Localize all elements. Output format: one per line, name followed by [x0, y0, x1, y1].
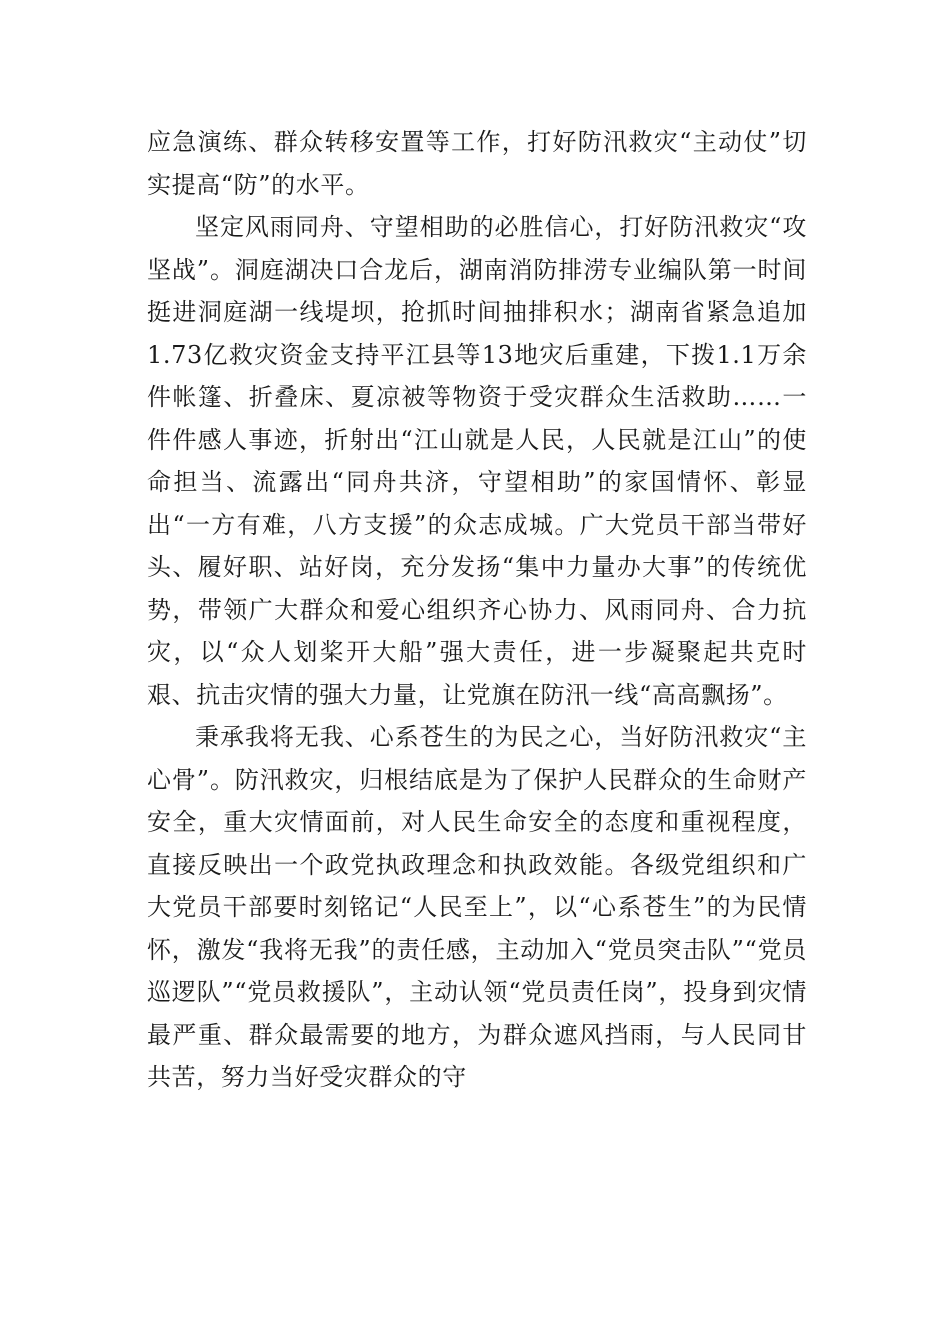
paragraph-serve-people: 秉承我将无我、心系苍生的为民之心，当好防汛救灾“主心骨”。防汛救灾，归根结底是为了保护人民群众的生命财产安全，重大灾情面前，对人民生命安全的态度和重视程度，直接反映出一个政党执政理念和执政效能。各级党组织和广大党员干部要时刻铭记“人民至上”，以“心系苍生”的为民情怀，激发“我将无我”的责任感，主动加入“党员突击队”“党员巡逻队”“党员救援队”，主动认领“党员责任岗”，投身到灾情最严重、群众最需要的地方，为群众遮风挡雨，与人民同甘共苦，努力当好受灾群众的守: [147, 723, 807, 1091]
paragraph-intro: 应急演练、群众转移安置等工作，打好防汛救灾“主动仗”切实提高“防”的水平。: [147, 128, 807, 199]
document-page: [147, 121, 807, 1099]
paragraph-fight-flood: 坚定风雨同舟、守望相助的必胜信心，打好防汛救灾“攻坚战”。洞庭湖决口合龙后，湖南消防排涝专业编队第一时间挺进洞庭湖一线堤坝，抢抓时间抽排积水；湖南省紧急追加1.73亿救灾资金支持平江县等13地灾后重建，下拨1.1万余件帐篷、折叠床、夏凉被等物资于受灾群众生活救助……一件件感人事迹，折射出“江山就是人民，人民就是江山”的使命担当、流露出“同舟共济，守望相助”的家国情怀、彰显出“一方有难，八方支援”的众志成城。广大党员干部当带好头、履好职、站好岗，充分发扬“集中力量办大事”的传统优势，带领广大群众和爱心组织齐心协力、风雨同舟、合力抗灾，以“众人划桨开大船”强大责任，进一步凝聚起共克时艰、抗击灾情的强大力量，让党旗在防汛一线“高高飘扬”。: [147, 213, 807, 709]
